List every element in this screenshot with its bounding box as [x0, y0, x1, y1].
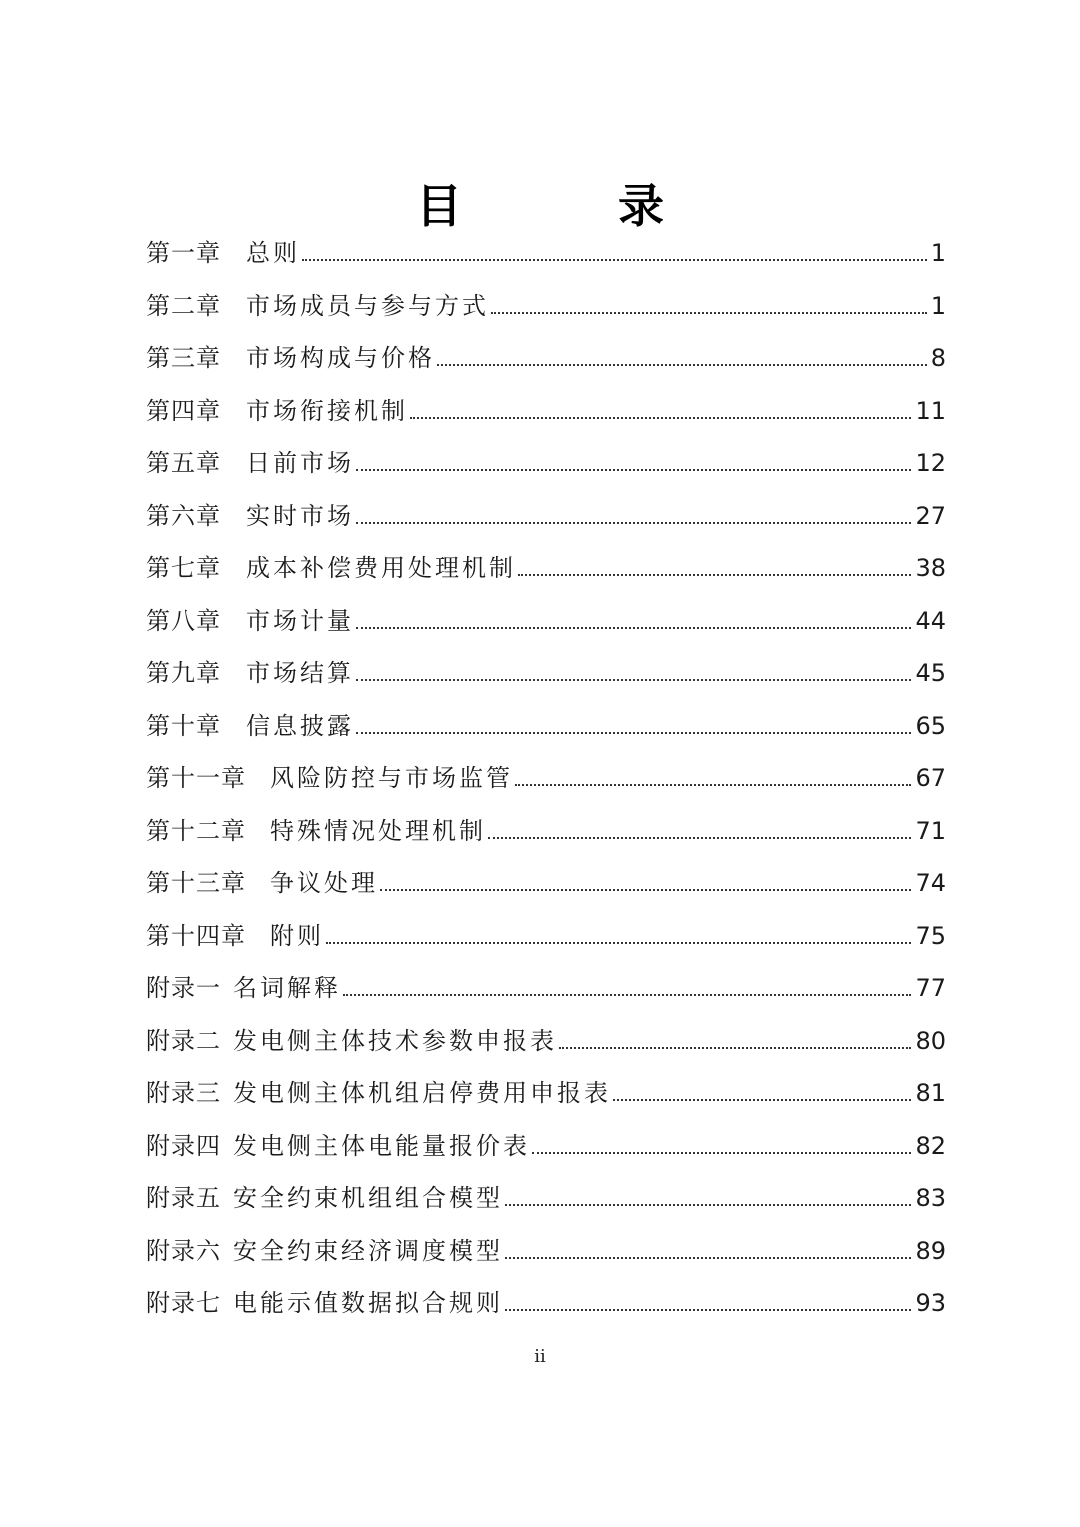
toc-entry-label: 附录一	[146, 974, 221, 1003]
toc-entry-title: 安全约束经济调度模型	[233, 1236, 503, 1265]
dot-leader	[488, 837, 911, 839]
toc-entry[interactable]	[146, 962, 946, 1015]
toc-entry-label: 第十三章	[146, 869, 246, 898]
toc-entry[interactable]	[146, 700, 946, 753]
toc-entry-title: 市场衔接机制	[246, 396, 408, 425]
toc-entry-page: 77	[915, 974, 946, 1003]
dot-leader	[505, 1309, 911, 1311]
toc-entry-label: 附录二	[146, 1026, 221, 1055]
toc-entry-label: 第十一章	[146, 764, 246, 793]
dot-leader	[515, 784, 911, 786]
toc-entry-page: 89	[915, 1236, 946, 1265]
toc-entry[interactable]	[146, 1120, 946, 1173]
toc-entry-label: 第五章	[146, 449, 221, 478]
toc-entry-label: 附录七	[146, 1289, 221, 1318]
toc-entry-page: 83	[915, 1184, 946, 1213]
dot-leader	[343, 994, 911, 996]
dot-leader	[532, 1152, 911, 1154]
toc-entry[interactable]	[146, 490, 946, 543]
dot-leader	[410, 417, 911, 419]
toc-entry[interactable]	[146, 227, 946, 280]
toc-entry-title: 市场构成与价格	[246, 344, 435, 373]
toc-entry-label: 第十章	[146, 711, 221, 740]
toc-entry-page: 93	[915, 1289, 946, 1318]
toc-entry-page: 75	[915, 921, 946, 950]
toc-entry[interactable]	[146, 805, 946, 858]
toc-entry[interactable]	[146, 1015, 946, 1068]
toc-entry-title: 市场结算	[246, 659, 354, 688]
toc-entry-label: 第三章	[146, 344, 221, 373]
toc-entry-page: 44	[915, 606, 946, 635]
dot-leader	[356, 627, 911, 629]
toc-entry-label: 第十二章	[146, 816, 246, 845]
toc-entry-title: 特殊情况处理机制	[270, 816, 486, 845]
toc-entry[interactable]	[146, 1277, 946, 1330]
toc-entry-label: 第二章	[146, 291, 221, 320]
toc-entry-page: 1	[930, 239, 946, 268]
toc-entry-page: 1	[930, 291, 946, 320]
toc-entry-title: 实时市场	[246, 501, 354, 530]
toc-entry[interactable]	[146, 595, 946, 648]
toc-entry[interactable]	[146, 752, 946, 805]
toc-entry-label: 第四章	[146, 396, 221, 425]
toc-entry[interactable]	[146, 1172, 946, 1225]
toc-entry[interactable]	[146, 1225, 946, 1278]
toc-entry-title: 市场计量	[246, 606, 354, 635]
toc-entry-page: 27	[915, 501, 946, 530]
toc-entry-label: 第一章	[146, 239, 221, 268]
toc-entry-page: 12	[915, 449, 946, 478]
toc-entry-title: 发电侧主体技术参数申报表	[233, 1026, 557, 1055]
toc-entry[interactable]	[146, 280, 946, 333]
toc-entry-title: 电能示值数据拟合规则	[233, 1289, 503, 1318]
toc-entry-title: 发电侧主体机组启停费用申报表	[233, 1079, 611, 1108]
toc-entry-label: 附录四	[146, 1131, 221, 1160]
dot-leader	[505, 1204, 911, 1206]
toc-entry-page: 80	[915, 1026, 946, 1055]
toc-entry-title: 市场成员与参与方式	[246, 291, 489, 320]
dot-leader	[356, 679, 911, 681]
toc-entry-page: 65	[915, 711, 946, 740]
toc-entry-label: 附录五	[146, 1184, 221, 1213]
toc-entry-page: 74	[915, 869, 946, 898]
toc-entry-label: 第七章	[146, 554, 221, 583]
dot-leader	[491, 312, 927, 314]
toc-entry-label: 第九章	[146, 659, 221, 688]
toc-entry-title: 总则	[246, 239, 300, 268]
dot-leader	[613, 1099, 911, 1101]
toc-entry-page: 67	[915, 764, 946, 793]
toc-entry-title: 风险防控与市场监管	[270, 764, 513, 793]
toc-entry[interactable]	[146, 437, 946, 490]
toc-entry-page: 81	[915, 1079, 946, 1108]
toc-entry[interactable]	[146, 647, 946, 700]
toc-entry-page: 82	[915, 1131, 946, 1160]
toc-entry[interactable]	[146, 910, 946, 963]
toc-entry-title: 日前市场	[246, 449, 354, 478]
page-title: 目 录	[415, 179, 734, 233]
toc-entry-title: 名词解释	[233, 974, 341, 1003]
dot-leader	[437, 364, 927, 366]
toc-entry-page: 45	[915, 659, 946, 688]
dot-leader	[356, 522, 911, 524]
dot-leader	[380, 889, 911, 891]
toc-entry[interactable]	[146, 542, 946, 595]
toc-entry-title: 成本补偿费用处理机制	[246, 554, 516, 583]
toc-entry-page: 38	[915, 554, 946, 583]
toc-entry-label: 第十四章	[146, 921, 246, 950]
toc-entry[interactable]	[146, 1067, 946, 1120]
table-of-contents	[146, 227, 946, 1330]
toc-entry-page: 71	[915, 816, 946, 845]
toc-entry[interactable]	[146, 385, 946, 438]
dot-leader	[302, 259, 927, 261]
toc-entry-page: 8	[930, 344, 946, 373]
toc-entry-title: 发电侧主体电能量报价表	[233, 1131, 530, 1160]
dot-leader	[518, 574, 911, 576]
toc-entry-label: 附录六	[146, 1236, 221, 1265]
dot-leader	[326, 942, 911, 944]
dot-leader	[559, 1047, 911, 1049]
toc-entry-page: 11	[915, 396, 946, 425]
toc-entry-title: 争议处理	[270, 869, 378, 898]
dot-leader	[356, 469, 911, 471]
toc-entry-label: 附录三	[146, 1079, 221, 1108]
toc-entry-title: 安全约束机组组合模型	[233, 1184, 503, 1213]
toc-entry[interactable]	[146, 332, 946, 385]
page-number: ii	[534, 1346, 546, 1367]
toc-entry-label: 第六章	[146, 501, 221, 530]
toc-entry-title: 信息披露	[246, 711, 354, 740]
dot-leader	[505, 1257, 911, 1259]
dot-leader	[356, 732, 911, 734]
toc-entry-label: 第八章	[146, 606, 221, 635]
toc-entry-title: 附则	[270, 921, 324, 950]
toc-entry[interactable]	[146, 857, 946, 910]
